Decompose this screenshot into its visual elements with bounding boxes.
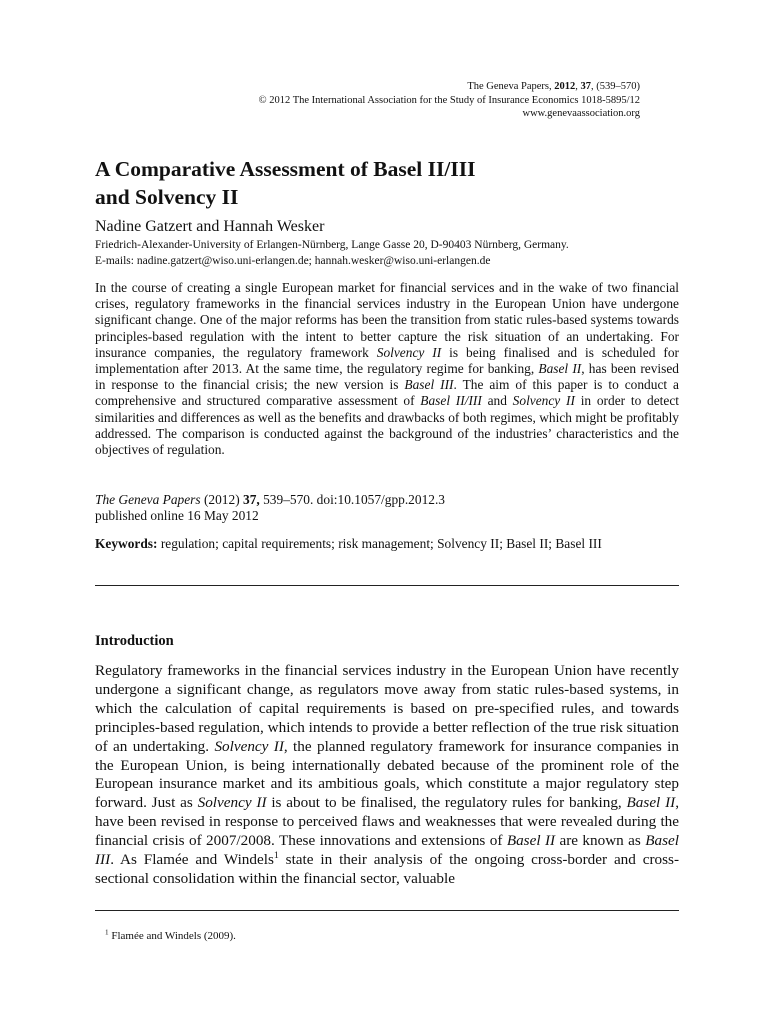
title-line-1: A Comparative Assessment of Basel II/III (95, 157, 476, 181)
emails: E-mails: nadine.gatzert@wiso.uni-erlangen.de; hannah.wesker@wiso.uni-erlangen.de (95, 254, 491, 267)
published-online: published online 16 May 2012 (95, 508, 259, 524)
journal-pages: (539–570) (596, 81, 640, 92)
keywords-label: Keywords: (95, 536, 158, 551)
journal-volume: 37 (580, 81, 591, 92)
citation-block (95, 492, 445, 524)
section-heading-introduction: Introduction (95, 633, 174, 649)
authors: Nadine Gatzert and Hannah Wesker (95, 218, 325, 235)
title-line-2: and Solvency II (95, 185, 239, 209)
introduction-paragraph: Regulatory frameworks in the financial services industry in the European Union have recently undergone a significant change, as regulators move away from static rules-based systems, in which the calculation of capital requirements is based on pre-specified rules, and towards principles-based regulation, which intends to provide a better reflection of the true risk situation of an undertaking. Solvency II, the planned regulatory framework for insurance companies in the European Union, is being internationally debated because of the prominent role of the European insurance market and its ambitious goals, which constitute a major regulatory step forward. Just as Solvency II is about to be finalised, the regulatory rules for banking, Basel II, have been revised in response to perceived flaws and weaknesses that were revealed during the financial crisis of 2007/2008. These innovations and extensions of Basel II are known as Basel III. As Flamée and Windels$^1$ state in their analysis of the ongoing cross-border and cross-sectional consolidation within the financial sector, valuable (95, 662, 680, 887)
journal-name: The Geneva Papers, (467, 81, 555, 92)
website-line: www.genevaassociation.org (522, 108, 640, 119)
footnote-reference[interactable]: 1 (273, 850, 279, 861)
journal-citation-line: The Geneva Papers, 2012, 37, (539–570) (467, 81, 640, 92)
journal-year: 2012 (554, 81, 576, 92)
footnote-divider (95, 910, 679, 911)
keywords (95, 536, 679, 552)
citation-line: The Geneva Papers (2012) 37, 539–570. doi:10.1057/gpp.2012.3 (95, 492, 446, 507)
footnote-text: Flamée and Windels (2009). (108, 930, 236, 942)
abstract: In the course of creating a single European market for financial services and in the wake of two financial crises, regulatory frameworks in the financial services industry in the European Union have undergone significant change. One of the major reforms has been the transition from static rules-based systems towards principles-based regulation with the intent to better capture the risk situation of an undertaking. For insurance companies, the regulatory framework Solvency II is being finalised and is scheduled for implementation after 2013. At the same time, the regulatory regime for banking, Basel II, has been revised in response to the financial crisis; the new version is Basel III. The aim of this paper is to conduct a comprehensive and structured comparative assessment of Basel II/III and Solvency II in order to detect similarities and differences as well as the benefits and drawbacks of both regimes, which might be profitably addressed. The comparison is conducted against the background of the industries’ characteristics and the objectives of regulation. (95, 280, 680, 458)
journal-header (95, 80, 640, 121)
keywords-text: regulation; capital requirements; risk management; Solvency II; Basel II; Basel III (157, 536, 602, 551)
section-divider (95, 585, 679, 586)
affiliation: Friedrich-Alexander-University of Erlangen-Nürnberg, Lange Gasse 20, D-90403 Nürnberg, Germany. (95, 239, 569, 251)
copyright-line: © 2012 The International Association for the Study of Insurance Economics 1018-5895/12 (258, 94, 640, 106)
footnote-mark: 1 (105, 928, 109, 937)
footnote (105, 929, 236, 943)
paper-title (95, 155, 679, 211)
affiliation-block (95, 238, 569, 269)
